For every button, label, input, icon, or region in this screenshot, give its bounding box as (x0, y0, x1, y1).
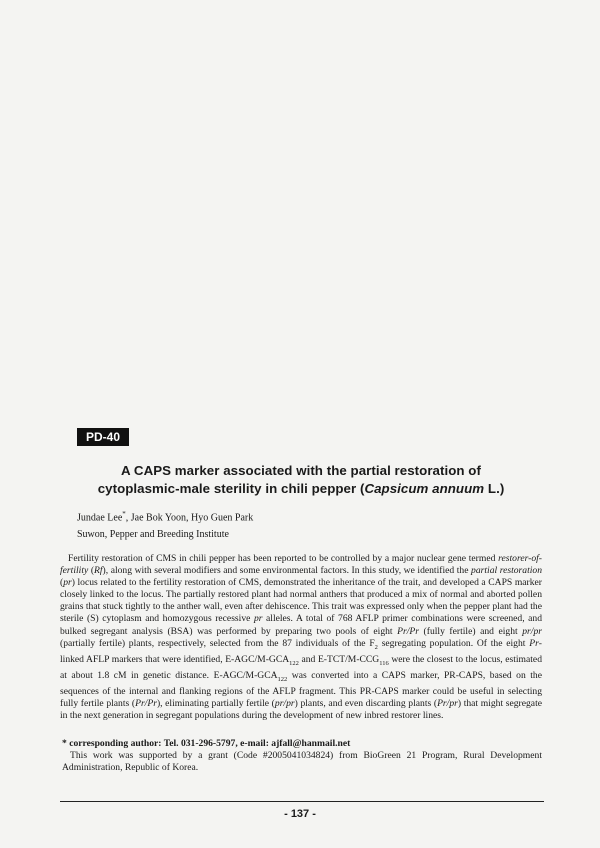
abstract (60, 553, 542, 722)
abstract-text: were the closest to the locus, estimated at about 1.8 cM in genetic distance. E-AGC/M-GCA (60, 653, 542, 681)
abstract-subscript: 122 (277, 675, 288, 683)
abstract-italic: Pr/Pr (397, 625, 419, 637)
title-line-2-pre: cytoplasmic-male sterility in chili pepper ( (97, 481, 365, 496)
abstract-text: ( (88, 565, 95, 577)
abstract-italic: pr (63, 577, 72, 589)
abstract-text: (fully fertile) and eight (419, 625, 523, 637)
abstract-text: ) locus related to the fertility restoration of CMS, demonstrated the inheritance of the trait, and developed a CAPS marker closely linked to the locus. The partially restored plant had normal anthers that produced a mix of normal and aborted pollen grains that stuck tightly to the anther wall, even after dehiscence. This trait was expressed only when the pepper plant had the sterile (S) cytoplasm and homozygous recessive (60, 577, 542, 625)
first-author: Jundae Lee (77, 512, 123, 524)
abstract-italic: pr/pr (274, 697, 295, 709)
affiliation: Suwon, Pepper and Breeding Institute (77, 529, 229, 540)
other-authors: , Jae Bok Yoon, Hyo Guen Park (125, 512, 254, 524)
abstract-italic: Rf (94, 565, 103, 577)
abstract-italic: partial restoration (471, 565, 543, 577)
acknowledgement-text: This work was supported by a grant (Code #2005041034824) from BioGreen 21 Program, Rural Development Administration, Republic of Korea. (62, 750, 542, 774)
title-species: Capsicum annuum (364, 481, 485, 496)
abstract-italic: Pr/Pr (135, 697, 157, 709)
abstract-text: -linked AFLP markers that were identified, E-AGC/M-GCA (60, 637, 542, 665)
abstract-text: ), eliminating partially fertile ( (156, 697, 275, 709)
title-line-1: A CAPS marker associated with the partial restoration of (121, 463, 481, 478)
author-list (77, 508, 253, 524)
abstract-italic: Pr/pr (437, 697, 458, 709)
paper-title (60, 462, 542, 498)
abstract-text: alleles. A total of 768 AFLP primer combinations were screened, and bulked segregant analysis (BSA) was performed by preparing two pools of eight (60, 613, 542, 637)
abstract-italic: pr (253, 613, 263, 625)
abstract-paragraph (60, 553, 542, 722)
abstract-text: Fertility restoration of CMS in chili pepper has been reported to be controlled by a major nuclear gene termed (68, 553, 499, 564)
session-tag: PD-40 (77, 428, 129, 446)
title-line-2-post: L.) (484, 481, 505, 496)
abstract-text: segregating population. Of the eight (377, 637, 530, 649)
corresponding-mark: * (122, 510, 126, 518)
abstract-text: (partially fertile) plants, respectively, selected from the 87 individuals of the F (60, 637, 375, 649)
corresponding-author: * corresponding author: Tel. 031-296-5797, e-mail: ajfall@hanmail.net (62, 738, 351, 749)
abstract-subscript: 2 (374, 643, 378, 651)
page-number: - 137 - (284, 808, 316, 820)
abstract-subscript: 122 (289, 659, 299, 667)
abstract-text: ) that might segregate in the next generation in segregant populations during the development of new inbred restorer lines. (60, 697, 542, 721)
abstract-italic: pr/pr (522, 625, 542, 637)
abstract-text: was converted into a CAPS marker, PR-CAPS, based on the sequences of the internal and flanking regions of the AFLP fragment. This PR-CAPS marker could be useful in selecting fully fertile plants ( (60, 669, 542, 709)
abstract-text: ), along with several modifiers and some environmental factors. In this study, we identified the (102, 565, 472, 577)
abstract-text: ( (60, 577, 64, 589)
abstract-subscript: 116 (379, 659, 389, 667)
abstract-italic: restorer-of-fertility (60, 553, 542, 577)
footer-rule (60, 801, 544, 802)
acknowledgement (62, 750, 542, 774)
abstract-italic: Pr (529, 637, 539, 649)
abstract-text: ) plants, and even discarding plants ( (294, 697, 438, 709)
abstract-text: and E-TCT/M-CCG (298, 653, 380, 665)
